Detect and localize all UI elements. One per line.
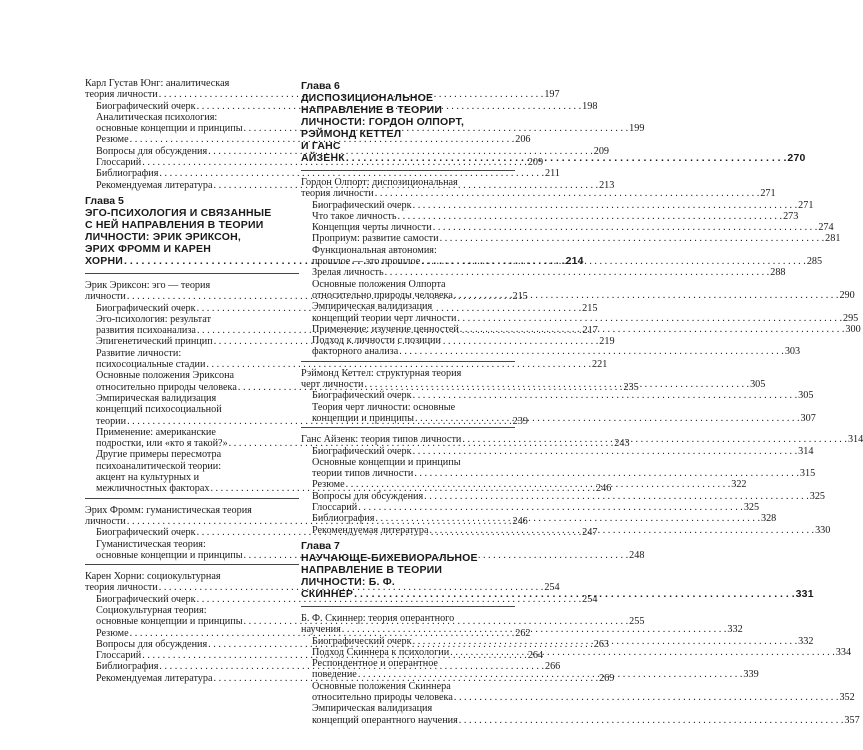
- entry-text: Биографический очерк: [312, 635, 412, 647]
- page-number: 199: [629, 123, 645, 135]
- toc-subsection-entry: [301, 703, 860, 726]
- dot-leader: [421, 256, 806, 267]
- chapter-number: Глава 6: [301, 80, 340, 92]
- page-number: 339: [743, 669, 759, 681]
- entry-text: Эпигенетический принцип: [96, 336, 213, 348]
- dot-leader: [375, 513, 760, 524]
- entry-page-line: [312, 346, 801, 358]
- entry-page-line: [312, 445, 814, 457]
- entry-text: концепций оперантного научения: [312, 714, 458, 726]
- page-number: 271: [760, 188, 776, 200]
- chapter-title-line: ЭГО-ПСИХОЛОГИЯ И СВЯЗАННЫЕ: [85, 206, 272, 219]
- entry-text: развития психоанализа: [96, 325, 196, 337]
- page-number: 331: [795, 587, 814, 600]
- dot-leader: [413, 390, 798, 401]
- entry-page-line: [96, 359, 608, 371]
- entry-text: Биографический очерк: [312, 199, 412, 211]
- entry-page-line: [312, 267, 786, 279]
- page-number: 307: [800, 412, 816, 424]
- toc-subsection-entry: [301, 456, 816, 480]
- page-number: 246: [512, 515, 528, 527]
- toc-subsection-entry: [301, 680, 855, 704]
- chapter-title-text: ЛИЧНОСТИ: Б. Ф. СКИННЕР: [301, 575, 395, 600]
- entry-text: теория личности: [85, 89, 158, 101]
- dot-leader: [413, 636, 798, 647]
- page-number: 198: [582, 100, 598, 112]
- entry-text: относительно природы человека: [312, 691, 453, 703]
- entry-page-line: [312, 312, 859, 324]
- entry-text: Ганс Айзенк: теория типов личности: [301, 434, 462, 446]
- entry-text: Глоссарий: [96, 650, 142, 662]
- page-number: 246: [596, 483, 612, 495]
- toc-subsection-entry: [301, 445, 814, 457]
- toc-subsection-entry: [301, 502, 760, 514]
- page-number: 209: [527, 157, 544, 169]
- chapter-title-line: ДИСПОЗИЦИОНАЛЬНОЕ: [301, 92, 434, 104]
- dot-leader: [385, 267, 770, 278]
- toc-subsection-entry: [85, 593, 598, 605]
- entry-text: Резюме: [312, 479, 345, 491]
- dot-leader: [454, 692, 839, 703]
- page-number: 325: [809, 490, 826, 502]
- entry-text-line: Эго-психология: результат: [96, 313, 211, 325]
- page-number: 303: [784, 346, 801, 358]
- entry-text: Биографический очерк: [96, 527, 196, 539]
- entry-text: теория личности: [301, 188, 374, 200]
- entry-text-line: Эрик Эриксон: эго — теория: [85, 279, 211, 291]
- page-number: 325: [743, 502, 760, 514]
- toc-subsection-entry: [301, 490, 826, 502]
- toc-subsection-entry: [85, 168, 560, 180]
- entry-page-line: [312, 233, 841, 245]
- entry-text-line: Гордон Олпорт: диспозициональная: [301, 177, 458, 188]
- section-divider: [85, 273, 299, 274]
- entry-text: Рекомендуемая литература: [96, 672, 213, 684]
- entry-text: теории: [96, 415, 127, 427]
- entry-page-line: [312, 222, 834, 234]
- page-number: 254: [582, 593, 598, 605]
- entry-page-line: [312, 210, 799, 222]
- entry-text: Что такое личность: [312, 210, 397, 222]
- dot-leader: [354, 588, 795, 600]
- page-number: 295: [842, 312, 859, 324]
- chapter-title-line: НАПРАВЛЕНИЕ В ТЕОРИИ: [301, 563, 443, 576]
- entry-text: теории типов личности: [312, 468, 414, 480]
- dot-leader: [430, 525, 815, 539]
- dot-leader: [365, 379, 750, 390]
- entry-page-line: [312, 490, 826, 502]
- entry-text: концепции и принципы: [312, 412, 414, 424]
- entry-text-line: Респондентное и оперантное: [312, 658, 438, 670]
- section-divider: [85, 564, 299, 565]
- page-number: 215: [512, 291, 528, 303]
- entry-text: Подход Скиннера к психологии: [312, 646, 450, 658]
- dot-leader: [454, 290, 839, 301]
- page-number: 211: [544, 168, 560, 180]
- section-divider: [301, 170, 515, 171]
- entry-text: Биографический очерк: [312, 445, 412, 457]
- page-number: 330: [815, 524, 831, 536]
- page-number: 332: [727, 624, 743, 636]
- entry-text-line: Аналитическая психология:: [96, 111, 218, 123]
- entry-text: Резюме: [96, 627, 129, 639]
- entry-page-line: [312, 390, 814, 402]
- page-number: 219: [599, 336, 615, 348]
- entry-text: Вопросы для обсуждения: [312, 490, 424, 502]
- dot-leader: [375, 188, 760, 199]
- toc-subsection-entry: [301, 199, 814, 211]
- dot-leader: [433, 222, 818, 233]
- page-number: 271: [798, 199, 814, 211]
- entry-text: относительно природы человека: [96, 381, 237, 393]
- page-number: 288: [770, 267, 786, 279]
- entry-text: Применение: изучение ценностей: [312, 323, 459, 335]
- entry-text-line: акцент на культурных и: [96, 472, 200, 484]
- entry-text: концепций теории черт личности: [312, 312, 457, 324]
- page-number: 328: [760, 513, 777, 525]
- toc-subsection-entry: [301, 267, 786, 279]
- entry-text: факторного анализа: [312, 346, 399, 358]
- page-number: 264: [527, 650, 544, 662]
- entry-text-line: Гуманистическая теория:: [96, 538, 206, 550]
- entry-text: прошлое — это прошлое: [312, 256, 421, 268]
- entry-page-line: [312, 502, 760, 514]
- entry-page-line: [96, 157, 544, 169]
- entry-text: Глоссарий: [96, 157, 142, 169]
- section-divider: [85, 498, 299, 499]
- page-number: 270: [787, 152, 806, 164]
- entry-text-line: Б. Ф. Скиннер: теория оперантного: [301, 612, 455, 624]
- entry-page-line: [312, 691, 855, 703]
- page-number: 273: [783, 210, 799, 222]
- page-number: 305: [750, 379, 766, 391]
- entry-text: Глоссарий: [312, 502, 358, 514]
- entry-text: Библиография: [312, 513, 375, 525]
- page-number: 213: [599, 179, 615, 191]
- dot-leader: [457, 313, 842, 324]
- page-number: 263: [593, 638, 610, 650]
- entry-text-line: Функциональная автономия:: [312, 244, 437, 256]
- page-number: 314: [798, 445, 814, 457]
- dot-leader: [460, 324, 845, 335]
- entry-text: теория личности: [85, 582, 158, 594]
- page-number: 243: [614, 438, 630, 450]
- dot-leader: [342, 624, 727, 635]
- chapter-title-line: НАУЧАЮЩЕ-БИХЕВИОРАЛЬНОЕ: [301, 551, 478, 564]
- toc-subsection-entry: [85, 157, 544, 169]
- page-number: 217: [582, 325, 598, 337]
- entry-text-line: Эмпирическая валидизация: [312, 703, 433, 715]
- entry-text: Библиография: [96, 168, 159, 180]
- page-number: 197: [544, 89, 560, 101]
- entry-text: основные концепции и принципы: [96, 616, 243, 628]
- toc-subsection-entry: [301, 390, 814, 402]
- page-number: 274: [818, 222, 834, 234]
- chapter-number: Глава 7: [301, 539, 340, 552]
- section-divider: [301, 427, 515, 428]
- dot-leader: [424, 491, 809, 502]
- page-number: 334: [835, 646, 852, 658]
- dot-leader: [346, 479, 731, 490]
- chapter-title-text: И ГАНС АЙЗЕНК: [301, 140, 345, 164]
- entry-text-line: Основные положения Олпорта: [312, 278, 446, 290]
- entry-text: поведение: [312, 669, 357, 681]
- entry-text-line: Основные концепции и принципы: [312, 456, 461, 468]
- entry-text: психосоциальные стадии: [96, 359, 206, 371]
- dot-leader: [358, 502, 743, 513]
- entry-text: Концепция черты личности: [312, 222, 432, 234]
- page-number: 305: [798, 390, 814, 402]
- entry-text-line: Другие примеры пересмотра: [96, 449, 222, 461]
- entry-text: Вопросы для обсуждения: [96, 145, 208, 157]
- entry-text: основные концепции и принципы: [96, 549, 243, 561]
- page-number: 300: [845, 323, 861, 335]
- page-number: 235: [623, 381, 639, 393]
- entry-text: Биографический очерк: [96, 593, 196, 605]
- page-number: 215: [582, 302, 598, 314]
- chapter-title-text: ЭРИХ ФРОММ И КАРЕН ХОРНИ: [85, 242, 211, 267]
- page-number: 266: [544, 661, 561, 673]
- page-number: 322: [731, 479, 747, 491]
- dot-leader: [358, 669, 743, 680]
- chapter-title-line: С НЕЙ НАПРАВЛЕНИЯ В ТЕОРИИ: [85, 218, 264, 231]
- page-number: 206: [515, 134, 531, 146]
- toc-subsection-entry: [301, 233, 841, 245]
- entry-text-line: Эмпирическая валидизация: [312, 301, 433, 313]
- entry-text: Рекомендуемая литература: [96, 179, 213, 191]
- page-number: 285: [806, 256, 823, 268]
- entry-text: подростки, или «кто я такой?»: [96, 438, 228, 450]
- page-number: 239: [512, 415, 528, 427]
- dot-leader: [413, 200, 798, 211]
- entry-text: Вопросы для обсуждения: [96, 638, 208, 650]
- entry-text-line: Рэймонд Кеттел: структурная теория: [301, 367, 462, 379]
- entry-text-line: Социокультурная теория:: [96, 604, 207, 616]
- entry-text-line: Карл Густав Юнг: аналитическая: [85, 78, 230, 89]
- entry-text-line: Теория черт личности: основные: [312, 401, 456, 413]
- entry-text: Биографический очерк: [312, 390, 412, 402]
- chapter-title-line: ЛИЧНОСТИ: ЭРИК ЭРИКСОН,: [85, 230, 241, 243]
- dot-leader: [399, 346, 784, 357]
- entry-page-line: [85, 582, 560, 594]
- entry-text: Зрелая личность: [312, 267, 384, 279]
- entry-text: Биографический очерк: [96, 302, 196, 314]
- entry-text: Библиография: [96, 661, 159, 673]
- entry-text-line: Эрих Фромм: гуманистическая теория: [85, 504, 252, 516]
- entry-text: межличностных факторах: [96, 483, 210, 495]
- entry-text-line: Развитие личности:: [96, 347, 182, 359]
- page-number: 214: [565, 254, 584, 267]
- dot-leader: [415, 413, 800, 424]
- toc-subsection-entry: [301, 222, 834, 234]
- entry-text-line: психоаналитической теории:: [96, 460, 222, 472]
- dot-leader: [459, 715, 844, 726]
- page-number: 281: [825, 233, 841, 245]
- entry-text: основные концепции и принципы: [96, 123, 243, 135]
- entry-text-line: Основные положения Эриксона: [96, 370, 235, 382]
- entry-text: Биографический очерк: [96, 100, 196, 112]
- entry-text: Проприум: развитие самости: [312, 233, 439, 245]
- page-number: 262: [515, 627, 531, 639]
- dot-leader: [346, 152, 787, 164]
- entry-page-line: [96, 593, 598, 605]
- dot-leader: [414, 468, 799, 479]
- dot-leader: [397, 211, 782, 222]
- entry-text-line: Подход к личности с позиции: [312, 335, 441, 347]
- entry-page-line: [96, 168, 560, 180]
- page-number: 254: [544, 582, 560, 594]
- page-number: 290: [839, 289, 855, 301]
- entry-text: относительно природы человека: [312, 289, 453, 301]
- entry-page-line: [312, 714, 860, 726]
- dot-leader: [413, 446, 798, 457]
- dot-leader: [450, 647, 835, 658]
- entry-text: Резюме: [96, 134, 129, 146]
- section-divider: [301, 606, 515, 607]
- page-number: 221: [592, 359, 608, 371]
- entry-text: Рекомендуемая литература: [312, 524, 429, 536]
- page-number: 247: [582, 527, 598, 539]
- entry-text-line: концепций психосоциальной: [96, 404, 222, 416]
- page-number: 315: [799, 468, 816, 480]
- page-number: 269: [599, 672, 615, 684]
- page-number: 357: [844, 714, 860, 726]
- chapter-title-line: НАПРАВЛЕНИЕ В ТЕОРИИ: [301, 104, 443, 116]
- entry-text-line: Основные положения Скиннера: [312, 680, 451, 692]
- entry-page-line: [312, 199, 814, 211]
- page-number: 255: [629, 616, 645, 628]
- page-number: 314: [847, 434, 863, 446]
- entry-text: научения: [301, 624, 341, 636]
- entry-text: личности: [85, 515, 126, 527]
- page-number: 209: [593, 145, 610, 157]
- entry-text-line: Карен Хорни: социокультурная: [85, 571, 221, 583]
- section-divider: [301, 361, 515, 362]
- entry-page-line: [312, 468, 816, 480]
- entry-text: черт личности: [301, 379, 364, 391]
- entry-text-line: Эмпирическая валидизация: [96, 392, 217, 404]
- chapter-title-line: РЭЙМОНД КЕТТЕЛ: [301, 128, 402, 140]
- toc-subsection-entry: [301, 210, 799, 222]
- entry-text-line: Применение: американские: [96, 426, 216, 438]
- chapter-title-line: ЛИЧНОСТИ: ГОРДОН ОЛПОРТ,: [301, 116, 465, 128]
- dot-leader: [440, 233, 825, 244]
- entry-text: личности: [85, 291, 126, 303]
- dot-leader: [462, 434, 847, 445]
- page-number: 352: [839, 691, 855, 703]
- chapter-number: Глава 5: [85, 194, 124, 207]
- page-number: 248: [629, 549, 645, 561]
- entry-page-line: [301, 188, 776, 200]
- page-number: 332: [798, 635, 814, 647]
